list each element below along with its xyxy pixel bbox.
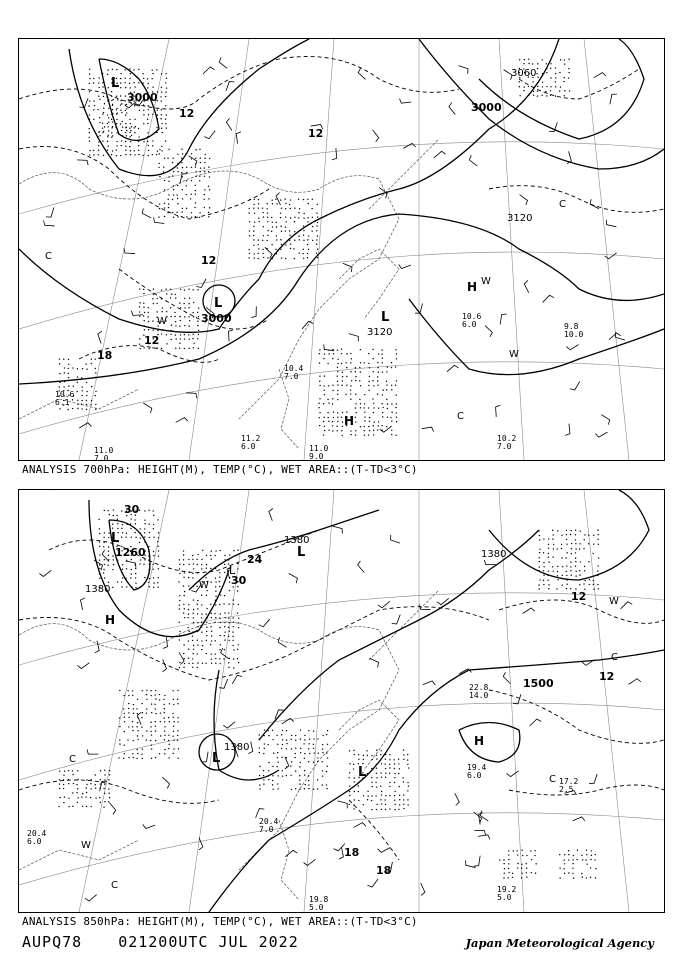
wind-barb (513, 694, 521, 704)
station-temp: 17.2 (559, 777, 579, 786)
wind-barb (380, 426, 392, 432)
wind-barb (226, 82, 234, 91)
warm-marker: W (481, 276, 491, 287)
high-center: H (105, 613, 116, 627)
station-dewpoint: 7.0 (94, 454, 109, 460)
wind-barb (269, 509, 273, 521)
wind-barb (95, 641, 99, 653)
wind-barb (79, 423, 91, 428)
wind-barb (455, 793, 460, 805)
station-temp: 10.6 (55, 390, 75, 399)
wind-barb (265, 247, 272, 258)
wind-barb (367, 879, 378, 887)
station-dewpoint: 7.0 (284, 372, 299, 381)
low-center: L (111, 76, 120, 91)
wind-barb (469, 155, 477, 166)
station-dewpoint: 6.1 (55, 398, 70, 407)
low-center: L (111, 531, 120, 546)
wind-barb (566, 344, 578, 349)
cold-marker: C (549, 774, 556, 785)
wind-barb (176, 418, 188, 423)
wind-barb (369, 658, 378, 667)
isotherm-label: 12 (308, 127, 324, 140)
panel-caption-850hpa: ANALYSIS 850hPa: HEIGHT(M), TEMP(°C), WET AREA::(T-TD<3°C) (22, 915, 418, 928)
map-panel-700hpa (18, 38, 665, 461)
high-center: H (467, 280, 478, 294)
panel-caption-700hpa: ANALYSIS 700hPa: HEIGHT(M), TEMP(°C), WET AREA::(T-TD<3°C) (22, 463, 418, 476)
wind-barb (199, 838, 203, 850)
wind-barb (85, 895, 97, 901)
station-temp: 9.8 (564, 322, 579, 331)
wind-barb (503, 672, 510, 683)
wind-barb (275, 710, 284, 719)
contour-label: 3060 (511, 68, 537, 79)
wind-barb (332, 148, 337, 160)
isotherm-label: 12 (571, 590, 587, 603)
isotherm-label: 12 (201, 254, 217, 267)
wind-barb (421, 883, 425, 895)
cold-marker: C (69, 754, 76, 765)
wind-barb (605, 253, 617, 259)
wind-barb (98, 331, 102, 343)
isotherms (19, 57, 664, 363)
wind-barb (610, 94, 617, 104)
warm-marker: W (157, 316, 167, 327)
wind-barb (400, 99, 412, 104)
wind-barb (378, 601, 390, 607)
wind-barb (143, 824, 155, 828)
station-dewpoint: 6.0 (462, 320, 477, 329)
low-center: L (381, 310, 390, 325)
wind-barb (594, 73, 606, 78)
wind-barb (570, 381, 580, 390)
station-temp: 11.2 (241, 434, 261, 443)
wind-barb (595, 432, 607, 437)
station-temp: 22.8 (469, 683, 489, 692)
wind-barb (474, 831, 485, 836)
isotherm-label: 30 (124, 503, 140, 516)
wind-barb (163, 659, 167, 671)
low-center: L (214, 296, 223, 311)
coastlines (19, 139, 439, 449)
contour-label: 3000 (201, 312, 232, 325)
analysis-time: 021200UTC JUL 2022 (118, 933, 299, 951)
wind-barb (338, 801, 348, 809)
wind-barb (44, 220, 55, 226)
wind-barb (485, 326, 492, 337)
wind-barb (373, 130, 379, 142)
wind-barb (219, 679, 228, 688)
station-temp: 19.4 (467, 763, 487, 772)
wind-barb (142, 208, 151, 218)
wind-barb (478, 835, 490, 840)
wind-barb (219, 58, 227, 69)
cold-marker: C (45, 251, 52, 262)
wind-barb (186, 393, 197, 399)
wind-barb (143, 403, 152, 413)
station-plots (44, 58, 625, 438)
warm-marker: W (509, 349, 519, 360)
high-center: H (474, 734, 485, 748)
station-temp: 19.2 (497, 885, 517, 894)
low-center: L (212, 751, 221, 766)
contour-label: 1380 (284, 535, 310, 546)
wind-barb (519, 195, 527, 206)
wind-barb (392, 615, 401, 624)
wet-area-stipple (58, 58, 570, 436)
wind-barb (259, 619, 270, 627)
low-center: L (358, 765, 367, 780)
wind-barb (589, 774, 597, 783)
wind-barb (236, 132, 241, 144)
wind-barb (109, 803, 115, 815)
wind-barb (358, 561, 365, 573)
wind-barb (304, 859, 316, 865)
station-dewpoint: 9.0 (309, 452, 324, 460)
wind-barb (87, 749, 98, 754)
wind-barb (124, 248, 135, 253)
contour-label: 1500 (523, 677, 554, 690)
station-dewpoint: 7.0 (497, 442, 512, 451)
wind-barb (496, 405, 501, 417)
wind-barb (378, 848, 390, 853)
wind-barb (358, 68, 365, 79)
wind-barb (285, 757, 289, 769)
isotherm-label: 30 (231, 574, 247, 587)
wind-barb (606, 220, 616, 227)
station-temp: 11.0 (94, 446, 114, 455)
contour-label: 1380 (85, 584, 111, 595)
wind-barb (203, 67, 215, 74)
wind-barb (285, 850, 297, 856)
wind-barb (232, 675, 242, 684)
product-header (22, 933, 335, 951)
wind-barb (162, 777, 169, 788)
isotherm-label: 18 (376, 864, 392, 877)
isotherm-label: 12 (599, 670, 615, 683)
wind-barb (500, 314, 507, 324)
station-temp: 11.0 (309, 444, 329, 453)
graticule (19, 39, 664, 460)
wind-barb (543, 295, 554, 302)
station-dewpoint: 14.0 (469, 691, 489, 700)
station-dewpoint: 2.5 (559, 785, 574, 794)
wind-barb (354, 823, 366, 828)
warm-marker: W (199, 580, 209, 591)
wind-barb (590, 199, 599, 209)
wind-barb (523, 608, 535, 614)
cold-marker: C (457, 411, 464, 422)
contour-label: 3000 (471, 101, 502, 114)
isotherm-label: 18 (344, 846, 360, 859)
wind-barb (530, 719, 541, 726)
contour-labels (85, 535, 554, 753)
wind-barb (204, 131, 215, 139)
pressure-centers (69, 531, 619, 891)
wind-barb (278, 637, 286, 647)
station-temp: 20.4 (259, 817, 279, 826)
wind-barb (81, 598, 86, 610)
agency-credit: Japan Meteorological Agency (465, 936, 654, 950)
wind-barb (188, 156, 196, 166)
isotherm-label: 12 (179, 107, 195, 120)
wind-barb (629, 679, 641, 685)
cold-marker: C (111, 880, 118, 891)
pressure-centers (45, 76, 566, 428)
wind-barb (202, 752, 209, 762)
wind-barb (349, 334, 359, 342)
wind-barb (126, 561, 136, 568)
wind-barb (332, 526, 342, 533)
wind-barb (391, 535, 400, 543)
low-center: L (229, 564, 236, 577)
isotherm-label: 24 (247, 553, 263, 566)
cold-marker: C (611, 652, 618, 663)
wind-barb (77, 160, 88, 165)
station-temp: 10.6 (462, 312, 482, 321)
wind-barb (39, 570, 51, 576)
high-center: H (344, 414, 355, 428)
wind-barb (77, 663, 89, 669)
isotherm-label: 18 (97, 349, 113, 362)
map-panel-850hpa (18, 489, 665, 913)
low-center: L (297, 545, 306, 560)
wind-barb (507, 771, 519, 777)
wind-barb (484, 560, 495, 565)
station-temp: 10.2 (497, 434, 517, 443)
station-values (55, 312, 583, 460)
contour-label: 3000 (127, 91, 158, 104)
wind-barb (423, 681, 435, 685)
wind-barb (434, 151, 446, 157)
map-850hpa-canvas (19, 490, 664, 912)
contour-label: 1380 (224, 742, 250, 753)
wind-barb (226, 118, 231, 130)
station-dewpoint: 5.0 (497, 893, 512, 902)
wind-barb (276, 193, 281, 205)
wind-barb (131, 311, 143, 316)
map-700hpa-canvas (19, 39, 664, 460)
wind-barb (458, 66, 468, 74)
station-dewpoint: 10.0 (564, 330, 584, 339)
station-dewpoint: 6.0 (467, 771, 482, 780)
wind-barb (449, 103, 455, 115)
isotherm-label: 12 (144, 334, 160, 347)
station-dewpoint: 7.0 (259, 825, 274, 834)
wind-barb (565, 424, 570, 436)
wind-barb (474, 856, 480, 867)
wind-barb (46, 207, 54, 217)
contour-label: 3120 (367, 327, 393, 338)
wind-barb (251, 306, 256, 317)
wind-barb (302, 321, 313, 329)
warm-marker: W (609, 596, 619, 607)
wind-barb (524, 280, 529, 292)
warm-marker: W (81, 840, 91, 851)
station-dewpoint: 6.0 (27, 837, 42, 846)
contour-label: 3120 (507, 213, 533, 224)
station-temp: 20.4 (27, 829, 47, 838)
station-plots (39, 509, 641, 902)
wind-barb (447, 365, 459, 372)
station-temp: 10.4 (284, 364, 304, 373)
wind-barb (621, 602, 633, 609)
cold-marker: C (559, 199, 566, 210)
wind-barb (399, 265, 411, 269)
wind-barb (403, 143, 415, 148)
contour-label: 1260 (115, 546, 146, 559)
station-temp: 19.8 (309, 895, 329, 904)
contour-label: 1380 (481, 549, 507, 560)
wind-barb (573, 817, 585, 821)
station-dewpoint: 6.0 (241, 442, 256, 451)
wind-barb (223, 722, 235, 728)
wind-barb (601, 415, 609, 425)
product-code: AUPQ78 (22, 933, 83, 951)
wind-barb (154, 217, 165, 223)
wind-barb (289, 573, 298, 583)
station-dewpoint: 5.0 (309, 903, 324, 912)
wind-barb (229, 330, 234, 342)
wind-barb (422, 427, 434, 432)
